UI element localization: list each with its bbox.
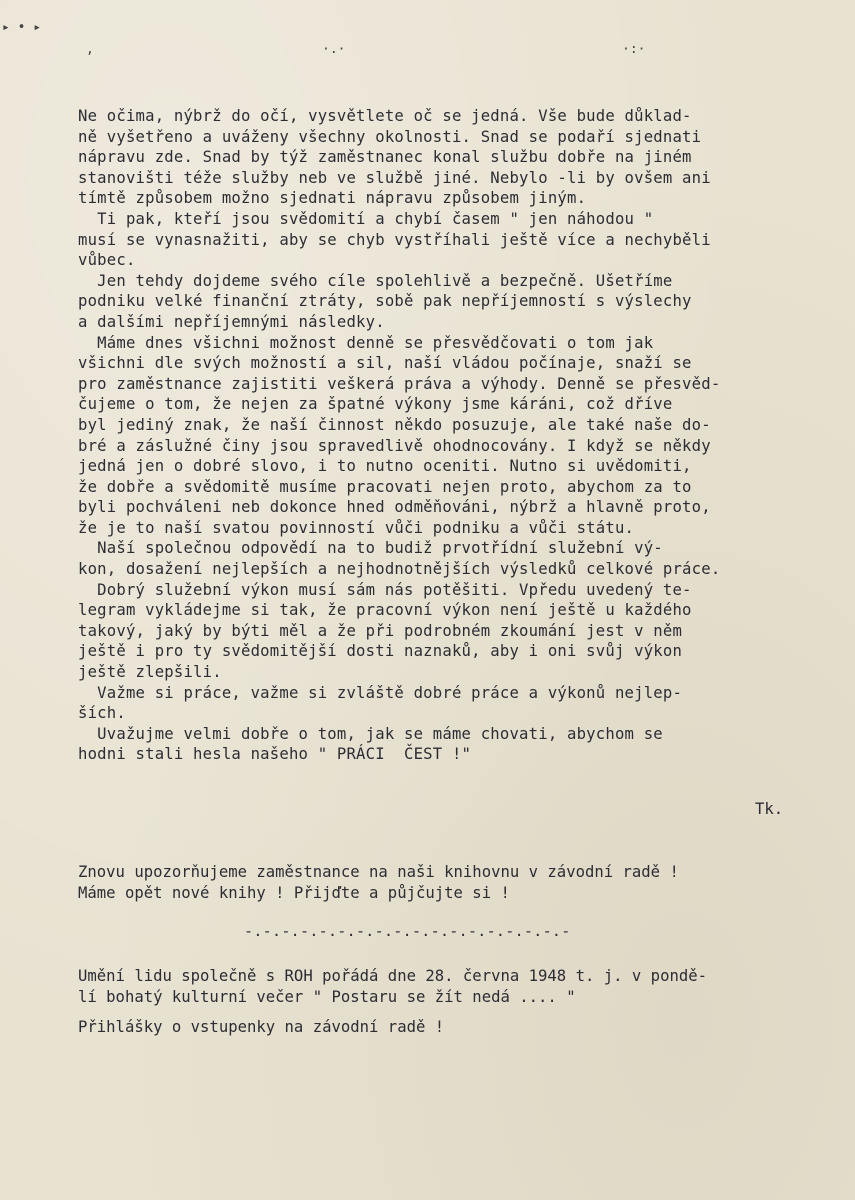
header-marks xyxy=(0,18,855,58)
corner-mark: ▸ • ▸ xyxy=(2,20,42,35)
text-line: Jen tehdy dojdeme svého cíle spolehlivě a bezpečně. Ušetříme xyxy=(78,271,673,290)
text-line: takový, jaký by býti měl a že při podrobném zkoumání jest v něm xyxy=(78,621,683,640)
text-line: ně vyšetřeno a uváženy všechny okolnosti. Snad se podaří sjednati xyxy=(78,127,702,146)
event-line: lí bohatý kulturní večer " Postaru se žít nedá .... " xyxy=(78,988,576,1006)
margin-mark: ‚ xyxy=(86,42,94,57)
author-signature: Tk. xyxy=(755,800,784,818)
text-line: kon, dosažení nejlepších a nejhodnotnějších výsledků celkové práce. xyxy=(78,560,721,579)
text-line: že dobře a svědomitě musíme pracovati nejen proto, abychom za to xyxy=(78,477,692,496)
text-line: bré a záslužné činy jsou spravedlivě ohodnocovány. I když se někdy xyxy=(78,436,711,455)
text-line: Ti pak, kteří jsou svědomití a chybí časem " jen náhodou " xyxy=(78,209,654,228)
text-line: jedná jen o dobré slovo, i to nutno oceniti. Nutno si uvědomiti, xyxy=(78,457,692,476)
text-line: tímtě způsobem možno sjednati nápravu způsobem jiným. xyxy=(78,189,587,208)
text-line: že je to naší svatou povinností vůči podniku a vůči státu. xyxy=(78,518,635,537)
text-line: legram vykládejme si tak, že pracovní výkon není ještě u každého xyxy=(78,601,692,620)
event-line: Umění lidu společně s ROH pořádá dne 28. června 1948 t. j. v pondě- xyxy=(78,967,708,985)
event-notice xyxy=(78,966,838,1008)
margin-mark-right: ·:· xyxy=(622,42,646,57)
text-line: vůbec. xyxy=(78,251,136,270)
text-line: čujeme o tom, že nejen za špatné výkony jsme káráni, což dříve xyxy=(78,395,673,414)
text-line: podniku velké finanční ztráty, sobě pak nepříjemností s výslechy xyxy=(78,292,692,311)
text-line: Naší společnou odpovědí na to budiž prvotřídní služební vý- xyxy=(78,539,663,558)
text-line: Važme si práce, važme si zvláště dobré práce a výkonů nejlep- xyxy=(78,683,683,702)
text-line: byl jediný znak, že naší činnost někdo posuzuje, ale také naše do- xyxy=(78,415,711,434)
text-line: byli pochváleni neb dokonce hned odměňováni, nýbrž a hlavně proto, xyxy=(78,498,711,517)
text-line: musí se vynasnažiti, aby se chyb vystříhali ještě více a nechyběli xyxy=(78,230,711,249)
text-line: pro zaměstnance zajistiti veškerá práva a výhody. Denně se přesvěd- xyxy=(78,374,721,393)
text-line: všichni dle svých možností a sil, naší vládou počínaje, snaží se xyxy=(78,354,692,373)
text-line: nápravu zde. Snad by týž zaměstnanec konal službu dobře na jiném xyxy=(78,148,692,167)
text-line: Ne očima, nýbrž do očí, vysvětlete oč se jedná. Vše bude důklad- xyxy=(78,107,692,125)
applications-note: Přihlášky o vstupenky na závodní radě ! xyxy=(78,1018,445,1036)
page-number-mark: ·.· xyxy=(322,42,346,57)
notice-line: Máme opět nové knihy ! Přijďte a půjčujte si ! xyxy=(78,884,510,902)
section-divider: -.-.-.-.-.-.-.-.-.-.-.-.-.-.-.-.-.- xyxy=(244,922,571,940)
text-line: a dalšími nepříjemnými následky. xyxy=(78,312,385,331)
text-line: ještě i pro ty svědomitější dosti naznaků, aby i oni svůj výkon xyxy=(78,642,683,661)
text-line: Máme dnes všichni možnost denně se přesvědčovati o tom jak xyxy=(78,333,654,352)
text-line: Dobrý služební výkon musí sám nás potěšiti. Vpředu uvedený te- xyxy=(78,580,692,599)
text-line: Uvažujme velmi dobře o tom, jak se máme chovati, abychom se xyxy=(78,724,663,743)
library-notice xyxy=(78,862,838,904)
body-text xyxy=(78,106,838,765)
text-line: stanovišti téže služby neb ve službě jiné. Nebylo -li by ovšem ani xyxy=(78,168,711,187)
text-line: ještě zlepšili. xyxy=(78,663,222,682)
notice-line: Znovu upozorňujeme zaměstnance na naši knihovnu v závodní radě ! xyxy=(78,863,679,881)
text-line: hodni stali hesla našeho " PRÁCI ČEST !" xyxy=(78,745,472,764)
text-line: ších. xyxy=(78,704,126,723)
